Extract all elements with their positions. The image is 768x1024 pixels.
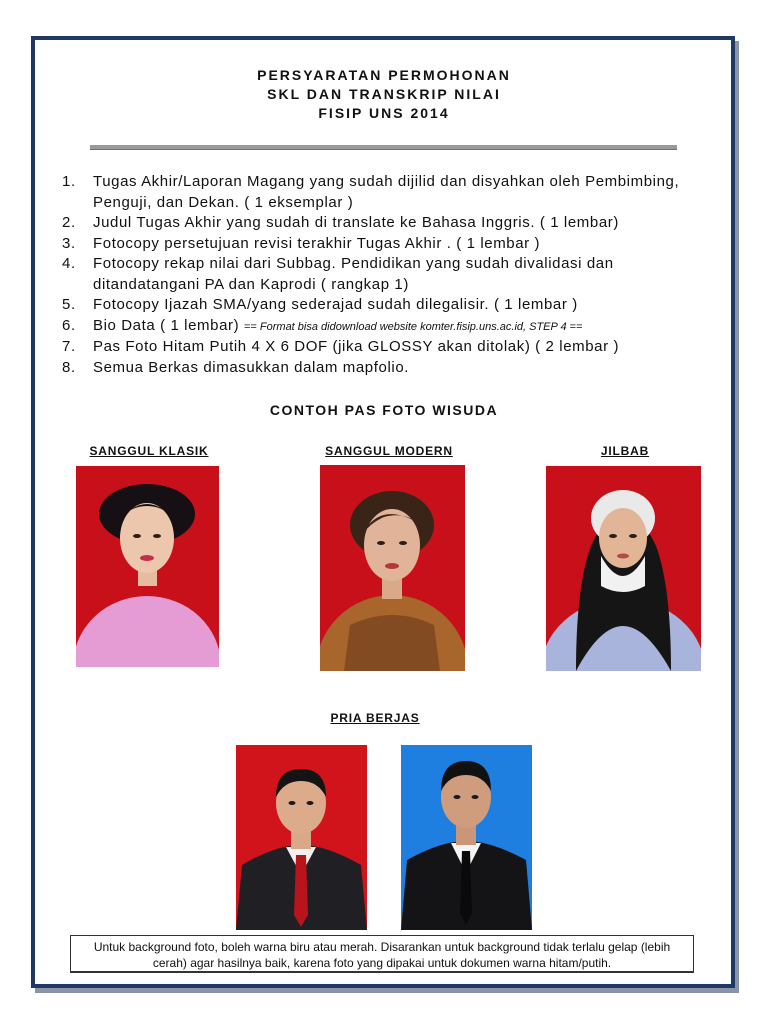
document-title — [0, 66, 768, 123]
photo-sanggul-klasik — [76, 466, 219, 667]
list-item: 3. Fotocopy persetujuan revisi terakhir Tugas Akhir . ( 1 lembar ) — [62, 234, 541, 252]
photo-jilbab — [546, 466, 701, 671]
list-item: 5. Fotocopy Ijazah SMA/yang sederajad sudah dilegalisir. ( 1 lembar ) — [62, 296, 578, 313]
list-item: 2. Judul Tugas Akhir yang sudah di translate ke Bahasa Inggris. ( 1 lembar) — [62, 214, 619, 231]
caption-jilbab: JILBAB — [600, 444, 650, 458]
list-item: 1. Tugas Akhir/Laporan Magang yang sudah dijilid dan disyahkan oleh Pembimbing, Penguji, dan Dekan. ( 1 eksemplar ) — [62, 173, 680, 211]
list-item: 8. Semua Berkas dimasukkan dalam mapfolio. — [62, 358, 410, 376]
footer-note: Untuk background foto, boleh warna biru atau merah. Disarankan untuk background tidak terlalu gelap (lebih cerah) agar hasilnya baik, karena foto yang dipakai untuk dokumen warna hitam/putih. — [70, 935, 694, 973]
photo-pria-berjas-red — [236, 745, 367, 930]
title-line-1: PERSYARATAN PERMOHONAN — [257, 67, 511, 83]
list-item: 7. Pas Foto Hitam Putih 4 X 6 DOF (jika GLOSSY akan ditolak) ( 2 lembar ) — [62, 338, 620, 355]
download-note: Format bisa didownload website komter.fisip.uns.ac.id, STEP 4 — [256, 320, 570, 333]
photo-section-title: CONTOH PAS FOTO WISUDA — [269, 402, 499, 418]
photo-sanggul-modern — [320, 465, 465, 671]
photo-pria-berjas-blue — [401, 745, 532, 930]
title-line-3: FISIP UNS 2014 — [318, 105, 450, 121]
title-line-2: SKL DAN TRANSKRIP NILAI — [267, 86, 501, 102]
list-item: 4. Fotocopy rekap nilai dari Subbag. Pendidikan yang sudah divalidasi dan ditandatangani PA dan Kaprodi ( rangkap 1) — [62, 255, 614, 293]
title-divider — [90, 145, 677, 150]
caption-sanggul-klasik: SANGGUL KLASIK — [89, 444, 209, 458]
caption-pria-berjas: PRIA BERJAS — [330, 711, 420, 725]
requirements-list — [62, 172, 712, 378]
caption-sanggul-modern: SANGGUL MODERN — [325, 444, 453, 458]
list-item: 6. Bio Data ( 1 lembar) == Format bisa didownload website komter.fisip.uns.ac.id, STEP 4 == — [62, 316, 583, 334]
